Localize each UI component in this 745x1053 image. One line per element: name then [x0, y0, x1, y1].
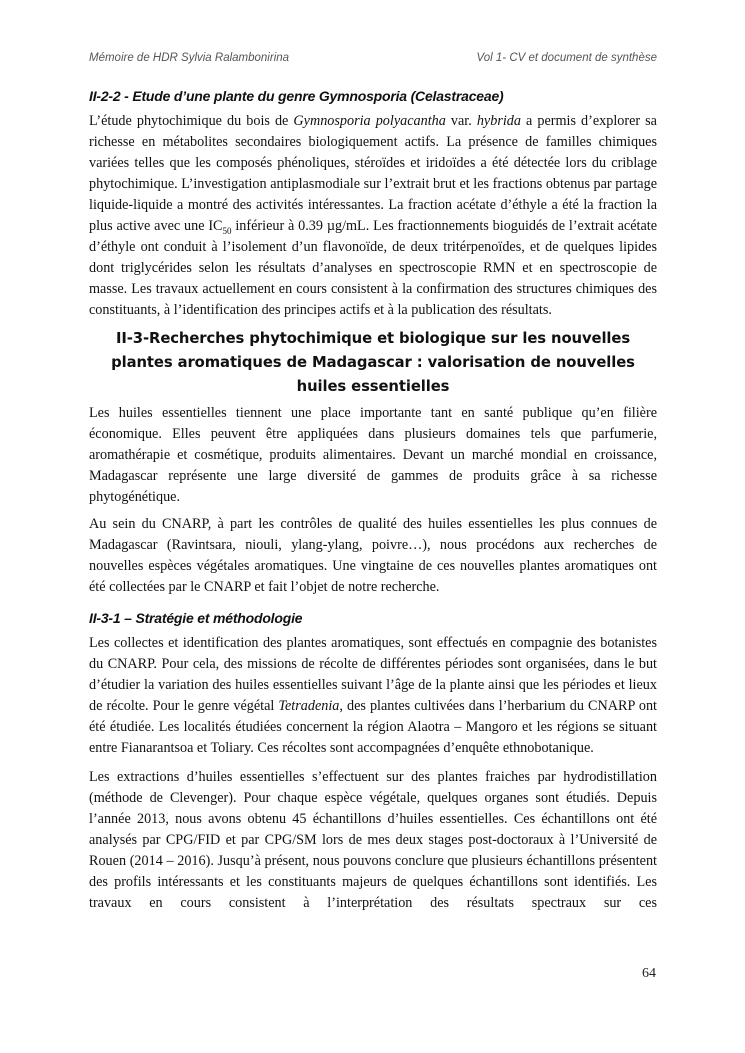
section-2-3-1-heading: II-3-1 – Stratégie et méthodologie: [89, 610, 303, 626]
text-run: L’étude phytochimique du bois de: [89, 113, 294, 129]
page-content: [89, 86, 657, 920]
text-run: var.: [445, 113, 477, 129]
section-2-2-2-heading: II-2-2 - Etude d’une plante du genre Gymnosporia (Celastraceae): [89, 88, 504, 104]
text-run: , des plantes cultivées dans l’herbarium du CNARP ont été étudiée. Les localités étudiées concernent la région Alaotra – Mangoro et les régions se situant entre Fianarantsoa et Toliary. Ces récoltes sont accompagnées d’enquête ethnobotanique.: [89, 698, 657, 756]
header-volume: Vol 1- CV et document de synthèse: [476, 52, 657, 64]
subscript-50: 50: [222, 225, 232, 236]
text-run: Les collectes et identification des plantes aromatiques, sont effectués en compagnie des botanistes du CNARP. Pour cela, des missions de récolte de différentes périodes sont organisées, dans le but d’étudier la variation des huiles essentielles suivant l’âge de la plante ainsi que les périodes et lieux de récolte. Pour le genre végétal: [89, 635, 657, 714]
text-run: inférieur à 0.39 µg/mL. Les fractionnements bioguidés de l’extrait acétate d’éthyle ont conduit à l’isolement d’un flavonoïde, de deux tritérpenoïdes, et de quelques lipides dont triglycérides selon les résultats d’analyses en spectroscopie RMN et en spectroscopie de masse. Les travaux actuellement en cours consistent à la confirmation des structures chimiques des constituants, à l’identification des principes actifs et à la publication des résultats.: [89, 218, 657, 318]
section-2-3-paragraph-2: Au sein du CNARP, à part les contrôles de qualité des huiles essentielles les plus connues de Madagascar (Ravintsara, niouli, ylang-ylang, poivre…), nous procédons aux recherches de nouvelles espèces végétales aromatiques. Une vingtaine de ces nouvelles plantes aromatiques ont été collectées par le CNARP et fait l’objet de notre recherche.: [89, 516, 657, 595]
genus-name: Tetradenia: [278, 698, 340, 714]
section-2-3-paragraph-1: Les huiles essentielles tiennent une place importante tant en santé publique qu’en filière économique. Elles peuvent être appliquées dans plusieurs domaines tels que parfumerie, aromathérapie et cosmétique, produits alimentaires. Devant un marché mondial en croissance, Madagascar représente une large diversité de gammes de produits grâce à sa richesse phytogénétique.: [89, 405, 657, 505]
page-number: 64: [642, 966, 656, 981]
section-2-3-1-paragraph-2: Les extractions d’huiles essentielles s’effectuent sur des plantes fraiches par hydrodistillation (méthode de Clevenger). Pour chaque espèce végétale, quelques organes sont étudiés. Depuis l’année 2013, nous avons obtenu 45 échantillons d’huiles essentielles. Ces échantillons ont été analysés par CPG/FID et par CPG/SM lors de mes deux stages post-doctoraux à l’Université de Rouen (2014 – 2016). Jusqu’à présent, nous pouvons conclure que plusieurs échantillons présentent des profils intéressants et les constituants majeurs de quelques échantillons sont identifiés. Les travaux en cours consistent à l’interprétation des résultats spectraux sur ces: [89, 769, 657, 911]
species-name: Gymnosporia polyacantha: [293, 113, 446, 129]
section-2-2-2-paragraph: [89, 111, 657, 321]
section-2-3-1-paragraph-1: [89, 633, 657, 759]
text-run: a permis d’explorer sa richesse en métabolites secondaires biologiquement actifs. La présence de familles chimiques variées telles que les composés phénoliques, stéroïdes et iridoïdes a été détectée lors du criblage phytochimique. L’investigation antiplasmodiale sur l’extrait brut et les fractions obtenus par partage liquide-liquide a montré des activités intéressantes. La fraction acétate d’éthyle a été la fraction la plus active avec une IC: [89, 113, 657, 234]
header-author: Mémoire de HDR Sylvia Ralambonirina: [89, 52, 290, 64]
variety-name: hybrida: [476, 113, 521, 129]
section-2-3-heading: II-3-Recherches phytochimique et biologique sur les nouvelles plantes aromatiques de Madagascar : valorisation de nouvelles huiles essentielles: [111, 330, 635, 395]
